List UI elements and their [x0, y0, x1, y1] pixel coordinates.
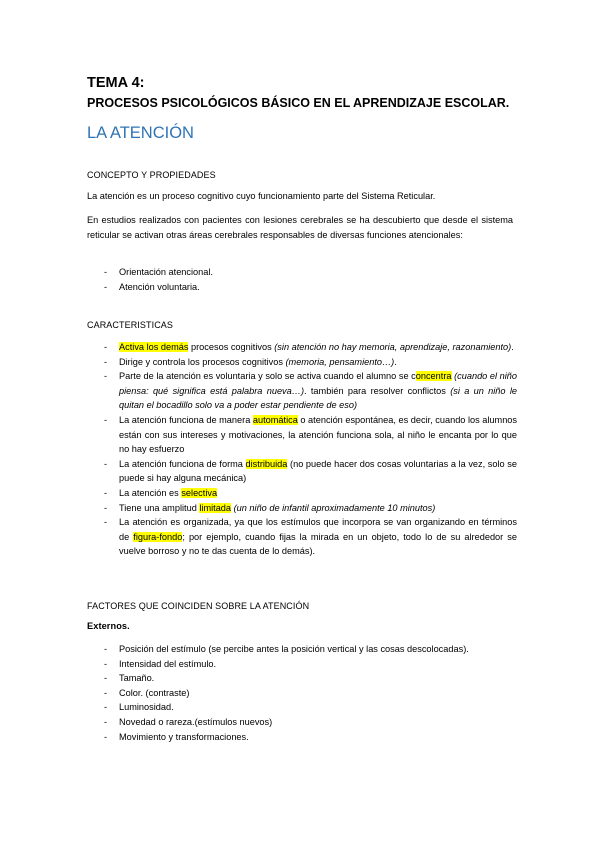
- highlight-text: automática: [252, 414, 298, 425]
- externos-heading: Externos.: [87, 621, 130, 631]
- list-item-text: Atención voluntaria.: [119, 281, 200, 292]
- list-item: [87, 457, 517, 486]
- list-item: [87, 369, 517, 413]
- caracteristicas-heading: CARACTERISTICAS: [87, 320, 174, 330]
- list-item-text: Luminosidad.: [119, 702, 174, 713]
- list-dash: -: [104, 673, 108, 684]
- highlight-text: Activa los demás: [119, 342, 189, 352]
- list-item-text: o atención espontánea, es decir, cuando los alumnos están con sus intereses y motivaciones, la atención funciona sola, al niño le encanta por lo que no hay esfuerzo: [119, 414, 518, 455]
- factores-heading: FACTORES QUE COINCIDEN SOBRE LA ATENCIÓN: [87, 601, 310, 611]
- concepto-list: [87, 265, 517, 294]
- highlight-text: figura-fondo: [133, 531, 183, 542]
- list-item: [87, 515, 517, 559]
- list-item-text: Tamaño.: [119, 673, 155, 684]
- section-heading: LA ATENCIÓN: [87, 124, 194, 142]
- list-item: [87, 642, 517, 657]
- list-item-text: La atención funciona de forma: [119, 458, 246, 469]
- highlight-text: limitada: [199, 502, 232, 513]
- caracteristicas-list: [87, 340, 517, 559]
- list-dash: -: [104, 487, 108, 498]
- concepto-paragraph-1: La atención es un proceso cognitivo cuyo funcionamiento parte del Sistema Reticular.: [87, 191, 436, 201]
- list-item-text: (no puede hacer dos cosas voluntarias a la vez, solo se puede si hay alguna mecánica): [119, 458, 517, 484]
- factores-list: [87, 642, 517, 744]
- list-item-text: Dirige y controla los procesos cognitivos: [119, 356, 286, 367]
- list-dash: -: [104, 267, 108, 277]
- list-item-text: procesos cognitivos: [188, 342, 275, 352]
- list-item-text: .: [511, 342, 514, 352]
- list-item-text: Color. (contraste): [119, 687, 190, 698]
- italic-text: (cuando el niño piensa: qué significa está palabra nueva…): [119, 371, 517, 396]
- italic-text: (un niño de infantil aproximadamente 10 minutos): [231, 502, 436, 513]
- highlight-text: oncentra: [415, 371, 452, 382]
- list-item-text: La atención es organizada, ya que los estímulos que incorpora se van organizando en términos de: [119, 517, 517, 542]
- list-item: [87, 671, 517, 686]
- list-item-text: Posición del estímulo (se percibe antes la posición vertical y las cosas descolocadas).: [119, 644, 469, 654]
- list-item: [87, 340, 517, 355]
- list-item-text: Movimiento y transformaciones.: [119, 731, 249, 742]
- list-item-text: .: [394, 356, 397, 367]
- list-dash: -: [104, 644, 108, 654]
- list-dash: -: [104, 371, 108, 382]
- list-dash: -: [104, 731, 108, 742]
- list-item: [87, 715, 517, 730]
- list-dash: -: [104, 687, 108, 698]
- list-item: [87, 700, 517, 715]
- highlight-text: selectiva: [181, 487, 218, 498]
- list-dash: -: [104, 658, 108, 669]
- list-item-text: Parte de la atención es voluntaria y solo se activa cuando el alumno se c: [119, 371, 416, 382]
- highlight-text: distribuida: [245, 458, 288, 469]
- list-item: [87, 730, 517, 745]
- list-item-text: Orientación atencional.: [119, 267, 213, 277]
- list-item: [87, 501, 517, 516]
- list-item-text: Novedad o rareza.(estímulos nuevos): [119, 716, 273, 727]
- italic-text: (sin atención no hay memoria, aprendizaje, razonamiento): [274, 342, 512, 352]
- list-item: [87, 686, 517, 701]
- concepto-paragraph-2: En estudios realizados con pacientes con lesiones cerebrales se ha descubierto que desde el sistema reticular se activan otras áreas cerebrales responsables de diversas funciones atencionales:: [87, 215, 513, 240]
- list-dash: -: [104, 716, 108, 727]
- list-dash: -: [104, 356, 108, 367]
- italic-text: (memoria, pensamiento…): [285, 356, 395, 367]
- list-dash: -: [104, 458, 108, 469]
- list-item: [87, 486, 517, 501]
- list-item: [87, 280, 517, 295]
- list-dash: -: [104, 702, 108, 713]
- list-item-text: Tiene una amplitud: [119, 502, 200, 513]
- document-title: PROCESOS PSICOLÓGICOS BÁSICO EN EL APRENDIZAJE ESCOLAR.: [87, 96, 510, 110]
- list-item: [87, 355, 517, 370]
- list-dash: -: [104, 414, 108, 425]
- list-item-text: La atención funciona de manera: [119, 414, 253, 425]
- concepto-heading: CONCEPTO Y PROPIEDADES: [87, 170, 216, 180]
- list-item-text: La atención es: [119, 487, 182, 498]
- list-item: [87, 413, 517, 457]
- tema-heading: TEMA 4:: [87, 75, 145, 91]
- list-dash: -: [104, 342, 108, 352]
- list-item-text: ; por ejemplo, cuando fijas la mirada en un objeto, todo lo de su alrededor se vuelve borroso y no te das cuenta de lo demás).: [119, 531, 517, 557]
- list-item: [87, 265, 517, 280]
- list-item-text: . también para resolver conflictos: [304, 385, 451, 396]
- italic-text: (si a un niño le quitan el bocadillo solo va a poder estar pendiente de eso): [119, 385, 517, 411]
- list-dash: -: [104, 281, 108, 292]
- list-dash: -: [104, 517, 108, 528]
- list-dash: -: [104, 502, 108, 513]
- list-item: [87, 657, 517, 672]
- list-item-text: Intensidad del estímulo.: [119, 658, 217, 669]
